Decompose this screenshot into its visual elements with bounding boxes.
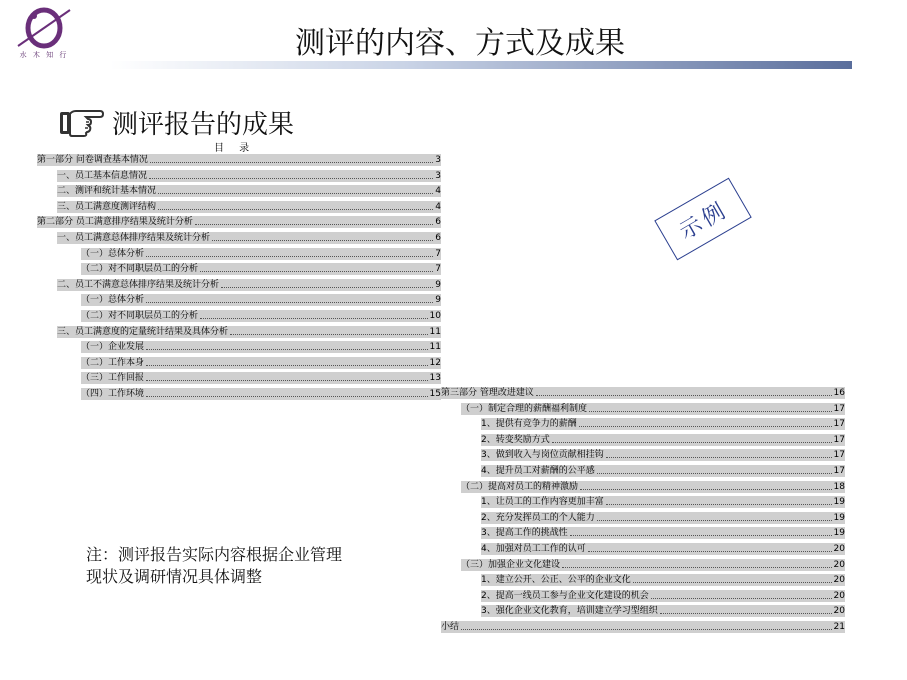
toc-entry-label: 1、让员工的工作内容更加丰富 bbox=[481, 497, 604, 508]
toc-leader-dots bbox=[158, 184, 433, 194]
toc-leader-dots bbox=[200, 262, 433, 272]
toc-entry-page: 9 bbox=[435, 279, 441, 290]
toc-leader-dots bbox=[651, 589, 832, 599]
toc-entry bbox=[81, 293, 441, 307]
toc-entry-page: 4 bbox=[435, 186, 441, 197]
toc-leader-dots bbox=[589, 402, 832, 412]
toc-leader-dots bbox=[633, 573, 832, 583]
toc-entry-page: 4 bbox=[435, 201, 441, 212]
toc-entry-page: 17 bbox=[833, 450, 845, 461]
logo-emblem-icon bbox=[12, 6, 76, 52]
section-title: 测评报告的成果 bbox=[112, 109, 295, 140]
toc-entry bbox=[481, 542, 845, 556]
toc-entry-page: 17 bbox=[833, 403, 845, 414]
toc-leader-dots bbox=[212, 231, 433, 241]
toc-entry bbox=[81, 262, 441, 276]
toc-entry bbox=[481, 511, 845, 525]
toc-entry-label: 3、做到收入与岗位贡献相挂钩 bbox=[481, 450, 604, 461]
toc-entry-label: 第二部分 员工满意排序结果及统计分析 bbox=[37, 217, 193, 228]
toc-entry-page: 3 bbox=[435, 155, 441, 165]
toc-entry-page: 17 bbox=[833, 434, 845, 445]
toc-entry-label: （二）提高对员工的精神激励 bbox=[461, 481, 579, 492]
toc-entry-label: （二）工作本身 bbox=[81, 357, 145, 368]
toc-entry-page: 13 bbox=[429, 373, 441, 384]
toc-entry-page: 19 bbox=[833, 528, 845, 539]
toc-entry-page: 20 bbox=[833, 606, 845, 617]
toc-entry-page: 7 bbox=[435, 264, 441, 275]
toc-entry-label: 2、充分发挥员工的个人能力 bbox=[481, 512, 595, 523]
toc-entry-page: 12 bbox=[429, 357, 441, 368]
toc-leader-dots bbox=[146, 371, 428, 381]
toc-entry-page: 18 bbox=[833, 481, 845, 492]
toc-leader-dots bbox=[146, 340, 428, 350]
toc-entry-page: 10 bbox=[429, 311, 441, 321]
toc-leader-dots bbox=[200, 309, 428, 319]
toc-entry bbox=[37, 153, 441, 167]
toc-leader-dots bbox=[195, 215, 433, 225]
toc-entry-label: （一）总体分析 bbox=[81, 295, 145, 306]
title-divider bbox=[110, 61, 852, 69]
toc-entry-label: 一、员工满意总体排序结果及统计分析 bbox=[57, 233, 211, 243]
toc-entry-label: 2、提高一线员工参与企业文化建设的机会 bbox=[481, 590, 649, 601]
toc-entry bbox=[481, 417, 845, 431]
toc-leader-dots bbox=[158, 200, 433, 210]
toc-entry bbox=[37, 215, 441, 229]
toc-leader-dots bbox=[606, 495, 832, 505]
toc-entry-label: 二、员工不满意总体排序结果及统计分析 bbox=[57, 279, 220, 290]
toc-entry bbox=[461, 558, 845, 572]
toc-entry bbox=[81, 309, 441, 323]
toc-leader-dots bbox=[570, 526, 832, 536]
toc-entry bbox=[481, 604, 845, 618]
toc-entry bbox=[481, 573, 845, 587]
pointing-hand-icon bbox=[58, 106, 104, 138]
toc-entry bbox=[81, 387, 441, 401]
toc-entry-page: 20 bbox=[833, 575, 845, 586]
toc-leader-dots bbox=[552, 433, 832, 443]
toc-entry bbox=[57, 278, 441, 292]
toc-entry bbox=[481, 526, 845, 540]
toc-leader-dots bbox=[536, 386, 832, 396]
toc-entry-label: 第一部分 问卷调查基本情况 bbox=[37, 155, 148, 165]
toc-leader-dots bbox=[588, 542, 832, 552]
toc-entry-label: 第三部分 管理改进建议 bbox=[441, 388, 534, 398]
company-logo bbox=[12, 6, 76, 62]
toc-entry bbox=[461, 402, 845, 416]
toc-leader-dots bbox=[562, 558, 832, 568]
toc-entry-label: 3、提高工作的挑战性 bbox=[481, 528, 568, 539]
toc-entry-page: 19 bbox=[833, 512, 845, 523]
toc-entry-page: 11 bbox=[429, 326, 441, 337]
toc-entry-label: 三、员工满意度测评结构 bbox=[57, 201, 157, 212]
toc-entry bbox=[81, 340, 441, 354]
toc-entry-page: 6 bbox=[435, 217, 441, 228]
toc-entry bbox=[57, 169, 441, 183]
toc-leader-dots bbox=[150, 153, 433, 163]
toc-entry-label: 一、员工基本信息情况 bbox=[57, 170, 148, 181]
toc-entry-label: （三）加强企业文化建设 bbox=[461, 559, 561, 570]
toc-entry-page: 20 bbox=[833, 544, 845, 554]
toc-leader-dots bbox=[146, 356, 428, 366]
toc-entry-label: 1、提供有竞争力的薪酬 bbox=[481, 419, 577, 430]
toc-leader-dots bbox=[221, 278, 433, 288]
toc-entry bbox=[441, 620, 845, 634]
toc-entry-page: 21 bbox=[833, 622, 845, 632]
toc-entry-label: （一）制定合理的薪酬福利制度 bbox=[461, 403, 588, 414]
toc-entry-page: 11 bbox=[429, 342, 441, 353]
toc-leader-dots bbox=[597, 511, 832, 521]
toc-entry-label: （一）总体分析 bbox=[81, 248, 145, 259]
toc-entry-page: 19 bbox=[833, 497, 845, 508]
toc-entry-label: 二、测评和统计基本情况 bbox=[57, 186, 157, 197]
toc-leader-dots bbox=[580, 480, 832, 490]
toc-leader-dots bbox=[146, 387, 428, 397]
toc-entry-page: 15 bbox=[429, 389, 441, 399]
toc-entry-label: 三、员工满意度的定量统计结果及具体分析 bbox=[57, 326, 229, 337]
toc-leader-dots bbox=[579, 417, 832, 427]
toc-entry-page: 20 bbox=[833, 590, 845, 601]
toc-entry-label: 4、提升员工对薪酬的公平感 bbox=[481, 466, 595, 476]
toc-entry bbox=[81, 356, 441, 370]
toc-entry bbox=[441, 386, 845, 400]
toc-title: 目 录 bbox=[214, 143, 256, 154]
toc-entry bbox=[57, 184, 441, 198]
toc-entry bbox=[57, 200, 441, 214]
toc-entry bbox=[481, 448, 845, 462]
toc-leader-dots bbox=[146, 293, 433, 303]
toc-entry-label: 1、建立公开、公正、公平的企业文化 bbox=[481, 575, 631, 586]
toc-entry-label: （三）工作回报 bbox=[81, 373, 145, 384]
toc-entry bbox=[81, 247, 441, 261]
toc-leader-dots bbox=[461, 620, 832, 630]
page-title: 测评的内容、方式及成果 bbox=[295, 26, 625, 61]
toc-entry-label: 3、强化企业文化教育，培训建立学习型组织 bbox=[481, 606, 658, 617]
example-stamp: 示例 bbox=[654, 178, 751, 261]
toc-entry-page: 6 bbox=[435, 233, 441, 243]
toc-entry-label: 小结 bbox=[441, 622, 460, 632]
toc-entry-page: 9 bbox=[435, 295, 441, 306]
toc-entry-label: （二）对不同职层员工的分析 bbox=[81, 264, 199, 275]
toc-leader-dots bbox=[149, 169, 433, 179]
toc-entry-page: 3 bbox=[435, 170, 441, 181]
toc-entry-label: （二）对不同职层员工的分析 bbox=[81, 311, 199, 321]
toc-entry bbox=[461, 480, 845, 494]
toc-entry-label: 2、转变奖励方式 bbox=[481, 434, 550, 445]
toc-entry-page: 20 bbox=[833, 559, 845, 570]
toc-entry bbox=[481, 433, 845, 447]
toc-leader-dots bbox=[606, 448, 832, 458]
toc-entry-label: 4、加强对员工工作的认可 bbox=[481, 544, 586, 554]
toc-entry bbox=[81, 371, 441, 385]
toc-entry-label: （四）工作环境 bbox=[81, 389, 145, 399]
toc-entry-page: 7 bbox=[435, 248, 441, 259]
toc-entry-page: 16 bbox=[833, 388, 845, 398]
toc-entry bbox=[481, 464, 845, 478]
toc-entry-label: （一）企业发展 bbox=[81, 342, 145, 353]
toc-entry bbox=[57, 325, 441, 339]
toc-leader-dots bbox=[597, 464, 832, 474]
section-heading bbox=[58, 104, 294, 140]
toc-entry bbox=[481, 589, 845, 603]
toc-entry-page: 17 bbox=[833, 466, 845, 476]
toc-entry bbox=[481, 495, 845, 509]
toc-entry bbox=[57, 231, 441, 245]
toc-leader-dots bbox=[230, 325, 428, 335]
toc-leader-dots bbox=[146, 247, 433, 257]
logo-text: 水 木 知 行 bbox=[19, 51, 69, 59]
toc-entry-page: 17 bbox=[833, 419, 845, 430]
note-text: 注：测评报告实际内容根据企业管理现状及调研情况具体调整 bbox=[86, 545, 343, 586]
toc-leader-dots bbox=[660, 604, 832, 614]
